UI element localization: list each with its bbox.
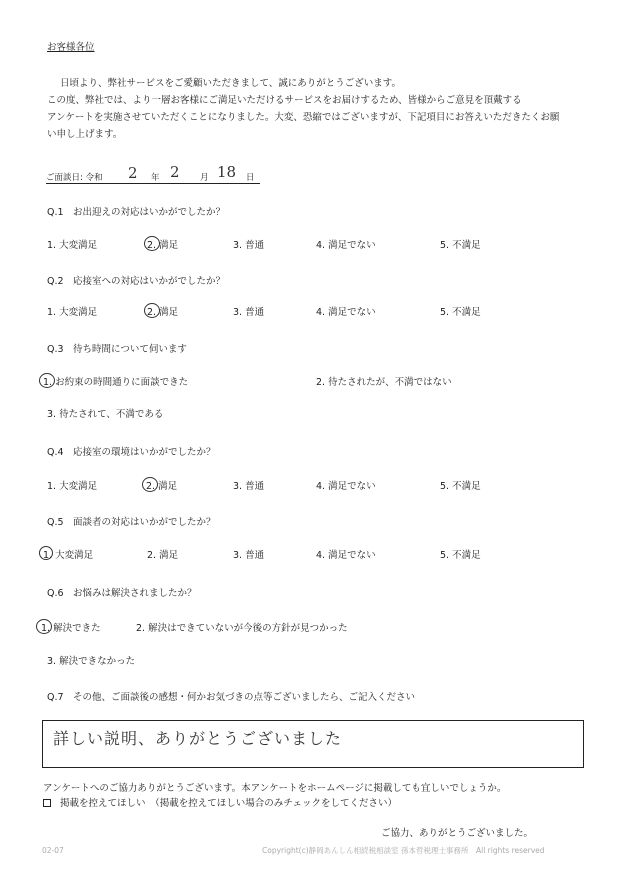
q4-option-4: 4. 満足でない <box>316 481 376 492</box>
q5-text: Q.5 面談者の対応はいかがでしたか？ <box>47 517 216 528</box>
q5-option-3: 3. 普通 <box>233 550 265 561</box>
q3-option-3: 3. 待たされて、不満である <box>47 409 164 420</box>
q2-option-4: 4. 満足でない <box>316 307 376 318</box>
intro-line-3: アンケートを実施させていただくことになりました。大変、恐縮ではございますが、下記項目にお答えいただきたくお願 <box>47 112 560 123</box>
q3-text: Q.3 待ち時間について伺います <box>47 344 187 355</box>
date-year-value: 2 <box>128 164 138 182</box>
intro-line-4: い申し上げます。 <box>47 129 123 140</box>
closing-thanks: アンケートへのご協力ありがとうございます。本アンケートをホームページに掲載しても宜しいでしょうか。 <box>43 783 507 794</box>
q7-comment-box[interactable] <box>42 720 584 768</box>
date-day-value: 18 <box>217 163 237 181</box>
final-thanks: ご協力、ありがとうございました。 <box>381 828 534 839</box>
publish-opt-out-checkbox[interactable] <box>43 799 51 807</box>
q3-option-2: 2. 待たされたが、不満ではない <box>316 377 452 388</box>
q2-option-2: 2. 満足 <box>147 307 179 318</box>
q7-text: Q.7 その他、ご面談後の感想・何かお気づきの点等ございましたら、ご記入ください <box>47 692 416 703</box>
q5-option-4: 4. 満足でない <box>316 550 376 561</box>
intro-line-2: この度、弊社では、より一層お客様にご満足いただけるサービスをお届けするため、皆様からご意見を頂戴する <box>47 95 522 106</box>
q5-option-5: 5. 不満足 <box>440 550 481 561</box>
q3-option-1: 1. お約束の時間通りに面談できた <box>43 377 189 388</box>
q6-option-1: 1. 解決できた <box>41 623 101 634</box>
salutation: お客様各位 <box>47 42 95 53</box>
interview-date <box>46 163 260 184</box>
date-year-unit: 年 <box>151 173 160 183</box>
date-day-unit: 日 <box>246 173 255 183</box>
q1-option-1: 1. 大変満足 <box>47 240 98 251</box>
publish-opt-out-label: 掲載を控えてほしい （掲載を控えてほしい場合のみチェックをしてください） <box>60 798 397 809</box>
date-label: ご面談日: 令和 <box>46 173 103 183</box>
footer-code: 02-07 <box>42 846 64 855</box>
q1-option-3: 3. 普通 <box>233 240 265 251</box>
q1-text: Q.1 お出迎えの対応はいかがでしたか？ <box>47 207 226 218</box>
q2-option-5: 5. 不満足 <box>440 307 481 318</box>
q4-option-3: 3. 普通 <box>233 481 265 492</box>
q4-text: Q.4 応接室の環境はいかがでしたか？ <box>47 447 216 458</box>
q6-option-2: 2. 解決はできていないが今後の方針が見つかった <box>136 623 348 634</box>
q4-option-2: 2. 満足 <box>146 481 178 492</box>
q7-comment-text: 詳しい説明、ありがとうございました <box>53 729 343 748</box>
date-month-value: 2 <box>170 163 180 181</box>
q6-text: Q.6 お悩みは解決されましたか？ <box>47 588 197 599</box>
q1-option-5: 5. 不満足 <box>440 240 481 251</box>
q4-option-5: 5. 不満足 <box>440 481 481 492</box>
q4-option-1: 1. 大変満足 <box>47 481 98 492</box>
date-month-unit: 月 <box>200 173 209 183</box>
q1-option-2: 2. 満足 <box>147 240 179 251</box>
intro-line-1: 日頃より、弊社サービスをご愛顧いただきまして、誠にありがとうございます。 <box>60 78 402 89</box>
q2-text: Q.2 応接室への対応はいかがでしたか？ <box>47 276 226 287</box>
footer-copyright: Copyright(c)静岡あんしん相続税相談室 孫本哲税理士事務所 All rights reserved <box>262 846 545 855</box>
q5-option-1: 1. 大変満足 <box>43 550 94 561</box>
q2-option-3: 3. 普通 <box>233 307 265 318</box>
q5-option-2: 2. 満足 <box>147 550 179 561</box>
q1-option-4: 4. 満足でない <box>316 240 376 251</box>
q2-option-1: 1. 大変満足 <box>47 307 98 318</box>
q6-option-3: 3. 解決できなかった <box>47 656 136 667</box>
